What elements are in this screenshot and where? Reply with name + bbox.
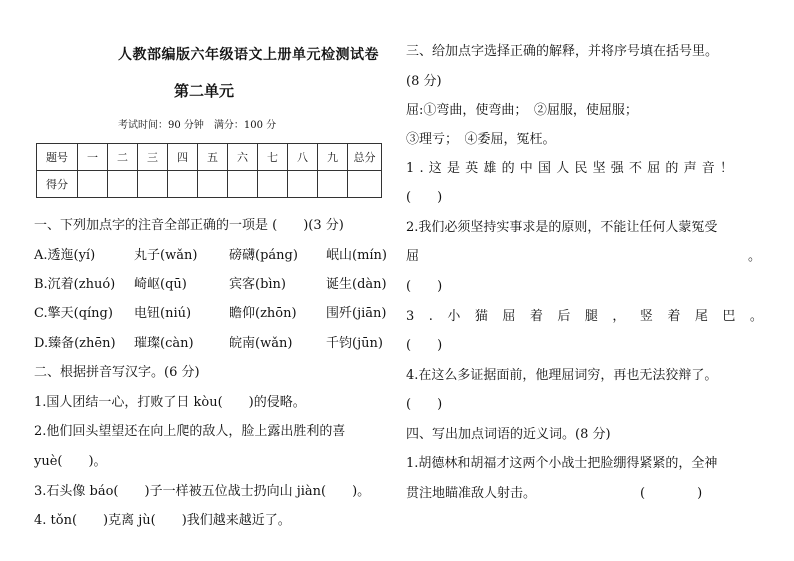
score-table-score-row — [37, 171, 382, 198]
score-header-cell: 六 — [228, 144, 258, 171]
score-header-cell: 题号 — [37, 144, 78, 171]
answer-blank[interactable]: ( ) — [406, 190, 443, 205]
score-cell[interactable] — [138, 171, 168, 198]
answer-blank[interactable]: ( ) — [406, 397, 443, 412]
score-header-cell: 五 — [198, 144, 228, 171]
answer-blank[interactable]: ( ) — [640, 486, 703, 501]
section4-q1-line1: 1.胡德林和胡福才这两个小战士把脸绷得紧紧的，全神 — [406, 456, 718, 471]
option-d-3: 皖南(wǎn) — [229, 336, 293, 351]
option-a-3: 磅礴(páng) — [229, 248, 298, 263]
section2-q2-line1: 2.他们回头望望还在向上爬的敌人，脸上露出胜利的喜 — [34, 424, 346, 439]
exam-time: 考试时间：90 分钟 — [118, 120, 204, 131]
score-cell[interactable] — [78, 171, 108, 198]
unit-title: 第二单元 — [174, 82, 235, 100]
score-cell[interactable] — [258, 171, 288, 198]
section3-q1: 1.这是英雄的中国人民坚强不屈的声音！ — [406, 161, 739, 176]
section2-q2-line2: yuè( )。 — [34, 454, 107, 469]
section3-q2-period: 。 — [748, 249, 762, 264]
section3-definitions-1: 屈:①弯曲，使弯曲； ②屈服，使屈服； — [406, 103, 638, 118]
section3-points: (8 分) — [406, 74, 442, 89]
exam-info — [118, 116, 286, 131]
option-b-2: 崎岖(qū) — [134, 277, 187, 292]
score-header-cell: 八 — [288, 144, 318, 171]
score-cell[interactable] — [228, 171, 258, 198]
section3-q3: 3.小猫屈着后腿，竖着尾巴。 — [406, 309, 778, 324]
score-header-cell: 四 — [168, 144, 198, 171]
section1-title: 一、下列加点字的注音全部正确的一项是 ( )(3 分) — [34, 218, 344, 233]
section3-q2-line1: 2.我们必须坚持实事求是的原则，不能让任何人蒙冤受 — [406, 220, 718, 235]
section3-title: 三、给加点字选择正确的解释，并将序号填在括号里。 — [406, 44, 719, 59]
score-cell[interactable] — [348, 171, 382, 198]
score-header-cell: 七 — [258, 144, 288, 171]
option-b-1: B.沉着(zhuó) — [34, 277, 116, 292]
option-d-2: 璀璨(càn) — [134, 336, 194, 351]
option-c-2: 电钮(niú) — [134, 306, 192, 321]
section3-q4: 4.在这么多证据面前，他理屈词穷，再也无法狡辩了。 — [406, 368, 718, 383]
answer-blank[interactable]: ( ) — [406, 338, 443, 353]
option-d-1: D.臻备(zhēn) — [34, 336, 116, 351]
option-a-4: 岷山(mín) — [326, 248, 388, 263]
section2-q1: 1.国人团结一心，打败了日 kòu( )的侵略。 — [34, 395, 306, 410]
section4-q1-line2: 贯注地瞄准敌人射击。 — [406, 486, 537, 501]
score-header-cell: 一 — [78, 144, 108, 171]
score-table-header-row — [37, 144, 382, 171]
option-b-3: 宾客(bìn) — [229, 277, 286, 292]
answer-blank[interactable]: ( ) — [406, 279, 443, 294]
option-c-4: 围歼(jiān) — [326, 306, 387, 321]
score-header-cell: 三 — [138, 144, 168, 171]
option-c-3: 瞻仰(zhōn) — [229, 306, 297, 321]
option-d-4: 千钧(jūn) — [326, 336, 383, 351]
option-b-4: 诞生(dàn) — [326, 277, 387, 292]
full-score: 满分：100 分 — [213, 120, 277, 131]
score-cell[interactable] — [108, 171, 138, 198]
score-cell[interactable] — [318, 171, 348, 198]
option-a-1: A.透迤(yí) — [34, 248, 96, 263]
score-header-cell: 九 — [318, 144, 348, 171]
score-table — [36, 143, 382, 198]
option-c-1: C.擎天(qíng) — [34, 306, 113, 321]
section2-title: 二、根据拼音写汉字。(6 分) — [34, 365, 200, 380]
score-header-cell: 二 — [108, 144, 138, 171]
score-cell[interactable] — [168, 171, 198, 198]
exam-title: 人教部编版六年级语文上册单元检测试卷 — [118, 47, 379, 63]
section3-definitions-2: ③理亏； ④委屈，冤枉。 — [406, 132, 556, 147]
score-header-cell: 总分 — [348, 144, 382, 171]
section2-q4: 4. tǒn( )克离 jù( )我们越来越近了。 — [34, 513, 291, 528]
score-row-label: 得分 — [37, 171, 78, 198]
section4-title: 四、写出加点词语的近义词。(8 分) — [406, 427, 611, 442]
section2-q3: 3.石头像 báo( )子一样被五位战士扔向山 jiàn( )。 — [34, 484, 371, 499]
section3-q2-line2: 屈 — [406, 249, 420, 264]
score-cell[interactable] — [198, 171, 228, 198]
score-cell[interactable] — [288, 171, 318, 198]
option-a-2: 丸子(wǎn) — [134, 248, 198, 263]
